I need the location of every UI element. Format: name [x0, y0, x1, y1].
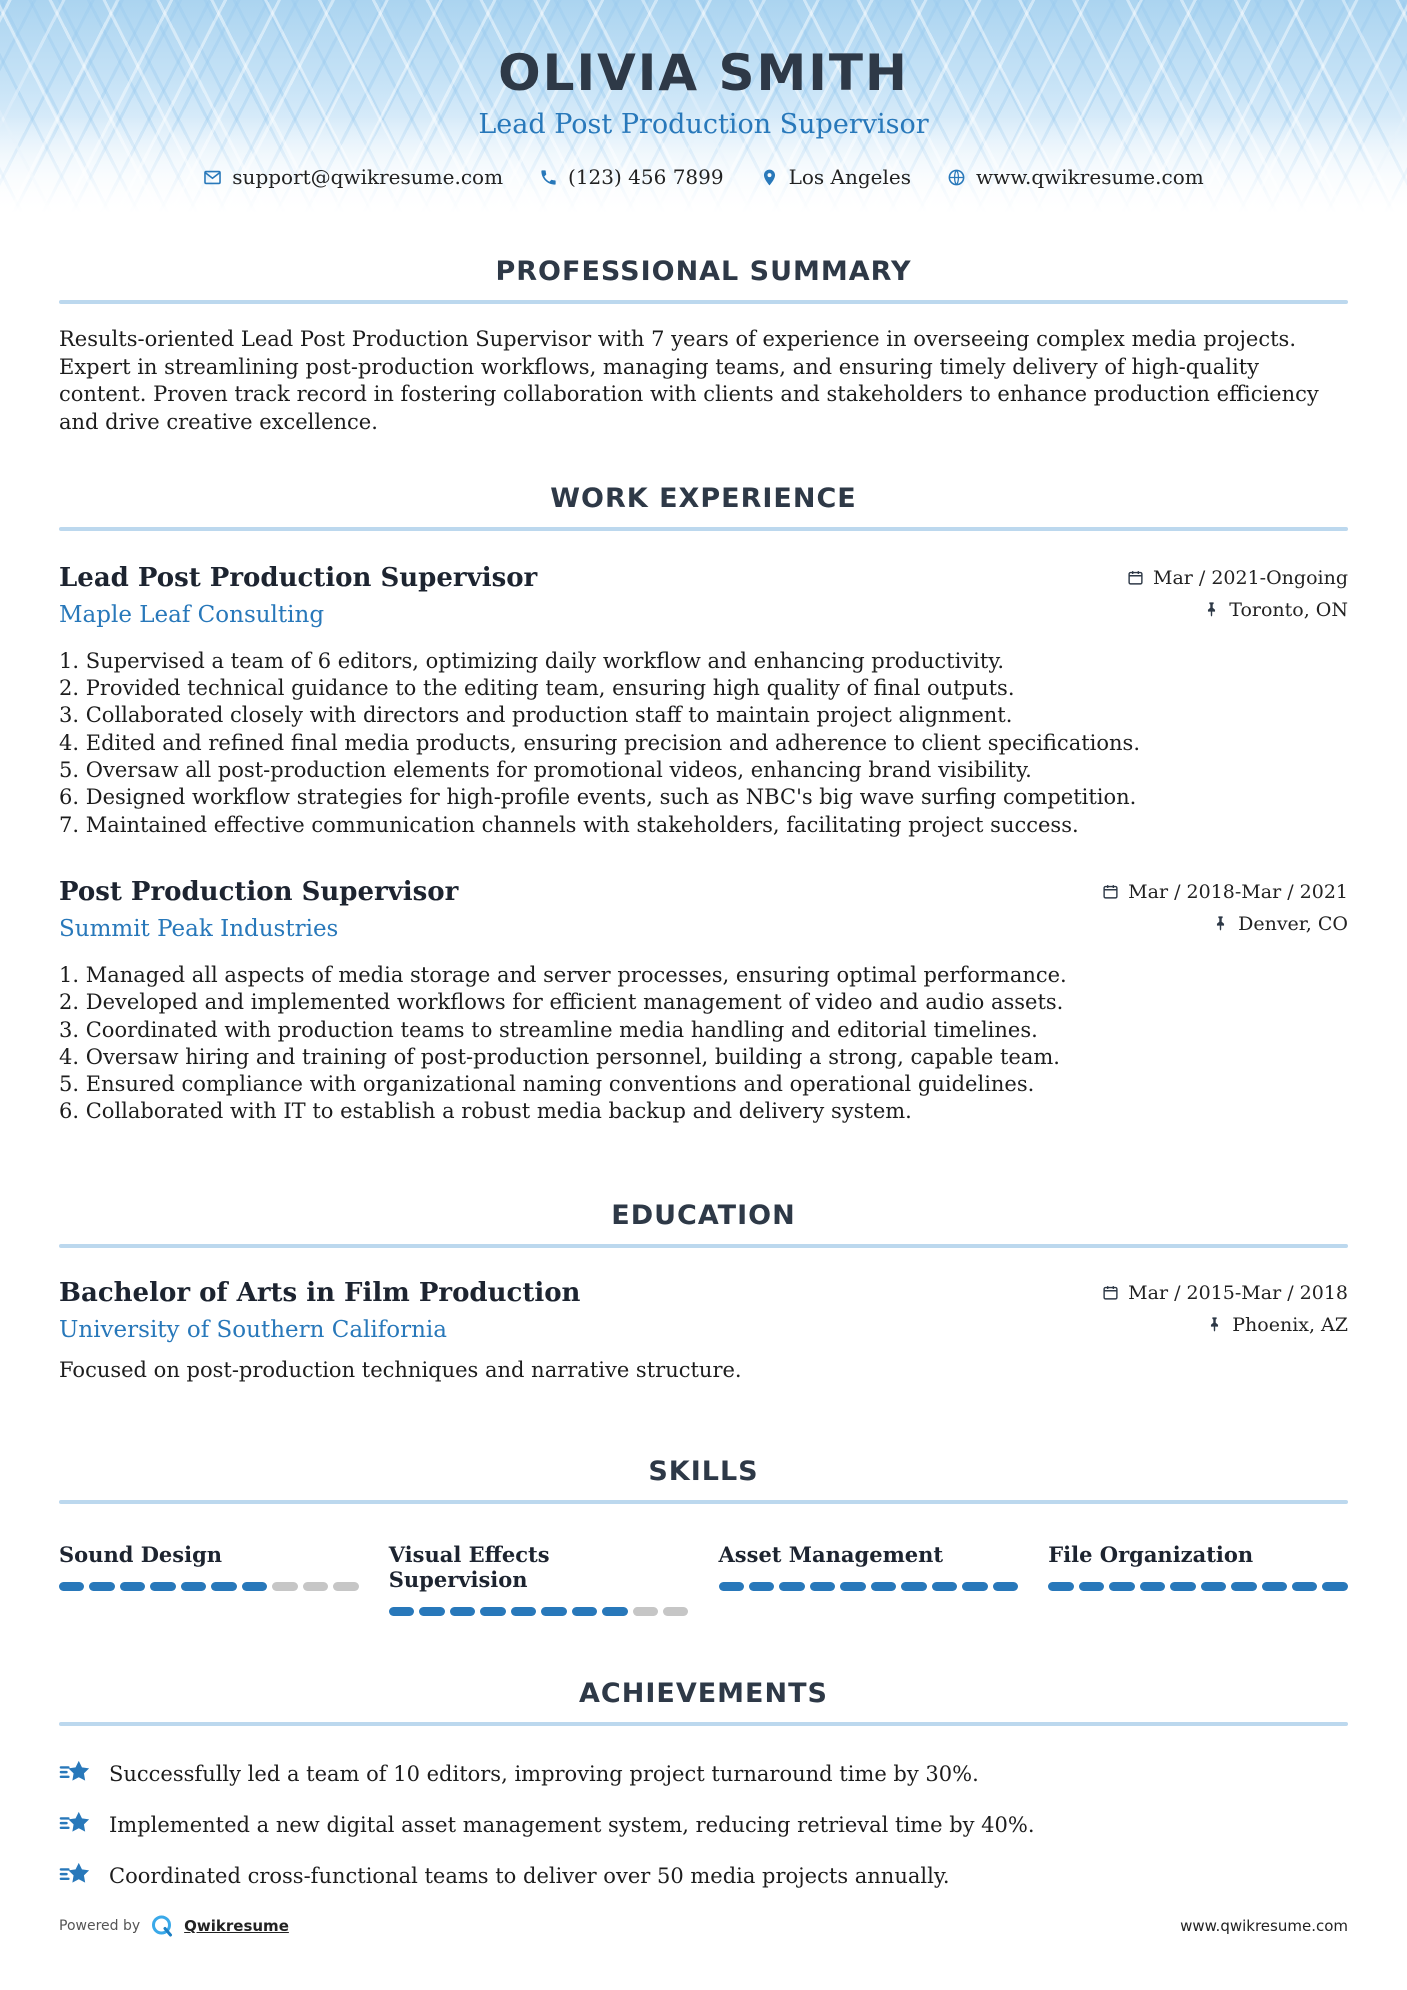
skill-segment — [89, 1582, 114, 1591]
education-dates-text: Mar / 2015-Mar / 2018 — [1128, 1281, 1348, 1304]
job-bullet: Managed all aspects of media storage and server processes, ensuring optimal performance. — [85, 962, 1067, 987]
qwikresume-link[interactable]: Qwikresume — [184, 1917, 289, 1935]
job-bullet: Edited and refined final media products, ensuring precision and adherence to client specifications. — [85, 730, 1140, 755]
skill-segment — [541, 1607, 566, 1616]
skill-segment — [120, 1582, 145, 1591]
section-divider — [59, 300, 1348, 304]
skill-segment — [450, 1607, 475, 1616]
skill-segment — [719, 1582, 744, 1591]
section-divider — [59, 527, 1348, 531]
job-location-text: Toronto, ON — [1229, 598, 1348, 621]
job-bullet: Collaborated closely with directors and production staff to maintain project alignment. — [85, 703, 1013, 728]
award-star-icon — [59, 1758, 91, 1790]
award-star-icon — [59, 1809, 91, 1841]
contact-phone-text: (123) 456 7899 — [568, 165, 724, 189]
skill-segment — [181, 1582, 206, 1591]
achievement-item — [59, 1860, 1348, 1892]
job-bullet: Developed and implemented workflows for efficient management of video and audio assets. — [85, 990, 1064, 1015]
skill-segment — [810, 1582, 835, 1591]
resume-body — [0, 256, 1407, 1892]
job-location-text: Denver, CO — [1238, 912, 1348, 935]
skill-segment — [1079, 1582, 1104, 1591]
education-meta — [1102, 1278, 1348, 1336]
job-bullet: Ensured compliance with organizational naming conventions and operational guidelines. — [85, 1072, 1035, 1097]
skill-item — [389, 1542, 689, 1616]
skill-segment — [1231, 1582, 1256, 1591]
skill-name: Visual Effects Supervision — [388, 1541, 550, 1592]
job-dates-text: Mar / 2018-Mar / 2021 — [1128, 880, 1348, 903]
section-divider — [59, 1244, 1348, 1248]
job-location — [1127, 599, 1348, 621]
section-divider — [59, 1722, 1348, 1726]
skill-segment — [303, 1582, 328, 1591]
achievements-section — [59, 1678, 1348, 1892]
skill-item — [719, 1542, 1019, 1616]
phone-icon — [539, 168, 558, 187]
achievement-text: Implemented a new digital asset management system, reducing retrieval time by 40%. — [109, 1812, 1035, 1837]
education-location — [1102, 1314, 1348, 1336]
award-star-icon — [59, 1860, 91, 1892]
skills-section — [59, 1456, 1348, 1616]
contact-row — [0, 165, 1407, 189]
contact-email-text: support@qwikresume.com — [232, 165, 504, 189]
skill-segment — [840, 1582, 865, 1591]
calendar-icon — [1102, 1284, 1119, 1301]
skill-level-bar — [1048, 1582, 1348, 1591]
skill-segment — [242, 1582, 267, 1591]
calendar-icon — [1102, 883, 1119, 900]
contact-email — [203, 165, 503, 189]
resume-header — [0, 0, 1407, 222]
work-heading: WORK EXPERIENCE — [550, 482, 857, 514]
map-marker-icon — [760, 168, 779, 187]
skills-grid — [59, 1542, 1348, 1616]
summary-section — [59, 256, 1348, 437]
skill-segment — [749, 1582, 774, 1591]
skill-name: File Organization — [1048, 1541, 1254, 1567]
summary-text: Results-oriented Lead Post Production Supervisor with 7 years of experience in overseeing complex media projects. Expert in streamlining post-production workflows, managing teams, and ensuring timely delivery of high-quality content. Proven track record in fostering collaboration with clients and stakeholders to enhance production efficiency and drive creative excellence. — [59, 327, 1319, 435]
achievement-text: Successfully led a team of 10 editors, improving project turnaround time by 30%. — [109, 1761, 979, 1786]
contact-location — [760, 165, 911, 189]
skill-segment — [779, 1582, 804, 1591]
candidate-name: OLIVIA SMITH — [498, 44, 909, 102]
job-bullet: Oversaw all post-production elements for promotional videos, enhancing brand visibility. — [85, 758, 1032, 783]
skill-name: Asset Management — [718, 1541, 944, 1567]
job-header — [59, 877, 1348, 942]
page-footer — [59, 1914, 1348, 1938]
skill-level-bar — [389, 1607, 689, 1616]
candidate-title: Lead Post Production Supervisor — [478, 109, 929, 140]
job-company: Summit Peak Industries — [59, 915, 339, 942]
skill-segment — [389, 1607, 414, 1616]
education-description: Focused on post-production techniques and narrative structure. — [59, 1357, 742, 1382]
contact-location-text: Los Angeles — [788, 165, 912, 189]
education-location-text: Phoenix, AZ — [1232, 1313, 1348, 1336]
job-dates — [1102, 881, 1348, 903]
skill-segment — [150, 1582, 175, 1591]
contact-website — [947, 165, 1204, 189]
skill-segment — [633, 1607, 658, 1616]
education-header — [59, 1278, 1348, 1343]
education-section — [59, 1200, 1348, 1382]
skill-segment — [511, 1607, 536, 1616]
skill-segment — [962, 1582, 987, 1591]
skill-segment — [1322, 1582, 1347, 1591]
education-dates — [1102, 1282, 1348, 1304]
skill-segment — [1109, 1582, 1134, 1591]
skill-segment — [993, 1582, 1018, 1591]
school-name: University of Southern California — [59, 1316, 447, 1343]
footer-website: www.qwikresume.com — [1180, 1917, 1348, 1935]
job-title: Post Production Supervisor — [59, 876, 459, 907]
globe-icon — [947, 168, 966, 187]
pushpin-icon — [1206, 1316, 1223, 1333]
job-entry — [59, 877, 1348, 1126]
job-meta — [1127, 563, 1348, 621]
skill-segment — [1292, 1582, 1317, 1591]
work-experience-section — [59, 483, 1348, 1126]
job-bullets — [59, 648, 1348, 839]
education-heading: EDUCATION — [611, 1199, 796, 1231]
job-bullet: Designed workflow strategies for high-profile events, such as NBC's big wave surfing competition. — [85, 785, 1137, 810]
skill-segment — [901, 1582, 926, 1591]
qwikresume-logo-icon — [150, 1914, 174, 1938]
skill-segment — [871, 1582, 896, 1591]
section-divider — [59, 1500, 1348, 1504]
skill-segment — [572, 1607, 597, 1616]
skill-segment — [1201, 1582, 1226, 1591]
job-bullet: Maintained effective communication channels with stakeholders, facilitating project success. — [85, 812, 1079, 837]
skill-level-bar — [719, 1582, 1019, 1591]
achievement-item — [59, 1809, 1348, 1841]
skill-segment — [1262, 1582, 1287, 1591]
calendar-icon — [1127, 569, 1144, 586]
envelope-icon — [203, 168, 222, 187]
pushpin-icon — [1212, 915, 1229, 932]
achievements-heading: ACHIEVEMENTS — [579, 1677, 828, 1709]
skill-segment — [663, 1607, 688, 1616]
pushpin-icon — [1203, 601, 1220, 618]
skill-segment — [419, 1607, 444, 1616]
skill-name: Sound Design — [59, 1541, 223, 1567]
skill-level-bar — [59, 1582, 359, 1591]
achievements-list — [59, 1758, 1348, 1892]
contact-website-text: www.qwikresume.com — [976, 165, 1204, 189]
skill-segment — [932, 1582, 957, 1591]
skill-item — [59, 1542, 359, 1616]
job-meta — [1102, 877, 1348, 935]
job-dates — [1127, 567, 1348, 589]
skills-heading: SKILLS — [648, 1455, 759, 1487]
job-entry — [59, 563, 1348, 839]
footer-branding — [59, 1914, 289, 1938]
skill-segment — [602, 1607, 627, 1616]
skill-segment — [211, 1582, 236, 1591]
degree-title: Bachelor of Arts in Film Production — [59, 1277, 581, 1308]
skill-segment — [1170, 1582, 1195, 1591]
education-entry — [59, 1278, 1348, 1382]
achievement-item — [59, 1758, 1348, 1790]
job-bullet: Oversaw hiring and training of post-production personnel, building a strong, capable team. — [85, 1044, 1060, 1069]
summary-heading: PROFESSIONAL SUMMARY — [495, 256, 912, 287]
job-header — [59, 563, 1348, 628]
skill-segment — [1048, 1582, 1073, 1591]
achievement-text: Coordinated cross-functional teams to deliver over 50 media projects annually. — [109, 1863, 950, 1888]
job-bullet: Supervised a team of 6 editors, optimizing daily workflow and enhancing productivity. — [85, 648, 1005, 673]
job-bullet: Provided technical guidance to the editing team, ensuring high quality of final outputs. — [85, 676, 1015, 701]
job-location — [1102, 913, 1348, 935]
job-dates-text: Mar / 2021-Ongoing — [1152, 566, 1348, 589]
skill-item — [1048, 1542, 1348, 1616]
skill-segment — [59, 1582, 84, 1591]
contact-phone — [539, 165, 724, 189]
job-bullets — [59, 962, 1348, 1126]
skill-segment — [480, 1607, 505, 1616]
skill-segment — [272, 1582, 297, 1591]
powered-by-label: Powered by — [59, 1918, 141, 1934]
job-bullet: Collaborated with IT to establish a robust media backup and delivery system. — [85, 1099, 912, 1124]
job-bullet: Coordinated with production teams to streamline media handling and editorial timelines. — [85, 1017, 1038, 1042]
skill-segment — [1140, 1582, 1165, 1591]
skill-segment — [333, 1582, 358, 1591]
job-company: Maple Leaf Consulting — [59, 601, 325, 628]
job-title: Lead Post Production Supervisor — [59, 562, 538, 593]
